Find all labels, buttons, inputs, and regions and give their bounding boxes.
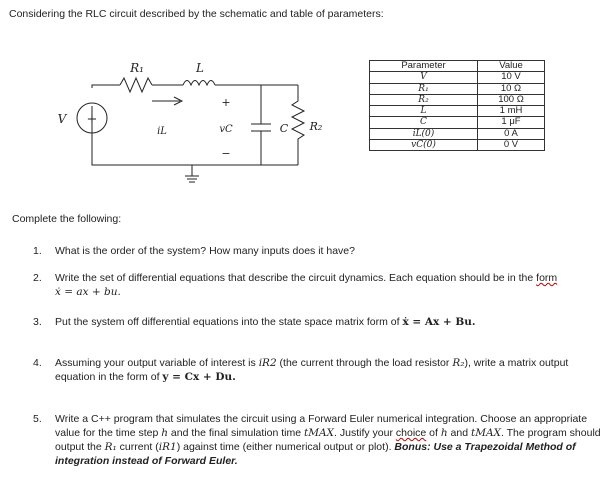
table-header-value: Value bbox=[478, 61, 545, 72]
parameters-table bbox=[369, 60, 545, 151]
variable-tmax: tMAX bbox=[304, 427, 335, 439]
table-row bbox=[370, 83, 545, 94]
question-number: 3. bbox=[33, 316, 42, 328]
source-plus-sign: + bbox=[86, 112, 98, 127]
wire-bottom bbox=[92, 106, 298, 165]
table-row bbox=[370, 140, 545, 151]
table-row bbox=[370, 72, 545, 83]
question-number: 5. bbox=[33, 413, 42, 425]
variable-r2: R₂ bbox=[452, 357, 465, 369]
text-segment: ) against time (either numerical output or plot). bbox=[176, 441, 395, 453]
question-2 bbox=[33, 271, 605, 299]
spellcheck-word: choice bbox=[395, 427, 427, 439]
text-segment: Write a C++ program that simulates the circuit using a Forward Euler numerical integration. Choose an appropriate value for the time step bbox=[55, 413, 588, 439]
variable-h: h bbox=[440, 427, 448, 439]
param-cell: R₂ bbox=[370, 94, 478, 105]
question-5 bbox=[33, 412, 605, 468]
variable-r1: R₁ bbox=[104, 441, 117, 453]
label-c: C bbox=[279, 122, 289, 135]
label-vc: vC bbox=[219, 124, 233, 135]
label-v: V bbox=[57, 112, 67, 126]
variable-ir1: iR1 bbox=[158, 441, 177, 453]
text-segment: (the current through the load resistor bbox=[276, 357, 453, 369]
ground-icon bbox=[185, 176, 199, 182]
text-segment: Assuming your output variable of interest is bbox=[55, 357, 259, 369]
table-row bbox=[370, 106, 545, 117]
value-cell: 10 Ω bbox=[478, 83, 545, 94]
param-cell: L bbox=[370, 106, 478, 117]
inductor-l bbox=[183, 81, 215, 86]
text-segment: . The program should output the bbox=[55, 427, 601, 453]
label-vc-plus: + bbox=[221, 96, 231, 109]
question-text bbox=[55, 315, 605, 329]
question-number: 1. bbox=[33, 245, 42, 257]
bonus-text: Bonus: Use a Trapezoidal Method of integration instead of Forward Euler. bbox=[55, 441, 576, 467]
wire-top-left bbox=[92, 85, 120, 88]
question-text bbox=[55, 412, 605, 468]
intro-text: Considering the RLC circuit described by the schematic and table of parameters: bbox=[9, 8, 384, 20]
question-text bbox=[55, 356, 605, 384]
variable-tmax: tMAX bbox=[470, 427, 501, 439]
value-cell: 10 V bbox=[478, 72, 545, 83]
table-header-row bbox=[370, 61, 545, 72]
value-cell: 0 A bbox=[478, 128, 545, 139]
param-cell: iL(0) bbox=[370, 128, 478, 139]
text-segment: ), write a matrix output bbox=[464, 357, 569, 369]
variable-h: h bbox=[161, 427, 168, 439]
param-cell: C bbox=[370, 117, 478, 128]
circuit-schematic bbox=[0, 0, 360, 200]
table-row bbox=[370, 94, 545, 105]
text-segment: and the final simulation time bbox=[168, 427, 304, 439]
value-cell: 1 mH bbox=[478, 106, 545, 117]
value-cell: 0 V bbox=[478, 140, 545, 151]
text-segment: Write the set of differential equations that describe the circuit dynamics. Each equation should be in the bbox=[55, 272, 537, 284]
question-4 bbox=[33, 356, 605, 384]
text-segment: equation in the form of bbox=[55, 371, 163, 383]
value-cell: 1 μF bbox=[478, 117, 545, 128]
question-text: What is the order of the system? How many inputs does it have? bbox=[55, 245, 355, 257]
text-segment: Put the system off differential equations into the state space matrix form of bbox=[55, 316, 403, 328]
question-3 bbox=[33, 315, 605, 329]
label-l: L bbox=[196, 61, 204, 75]
label-r2: R₂ bbox=[309, 120, 323, 133]
question-number: 4. bbox=[33, 357, 42, 369]
question-number: 2. bbox=[33, 272, 42, 284]
text-segment: of bbox=[426, 427, 441, 439]
resistor-r1 bbox=[120, 78, 152, 92]
complete-heading: Complete the following: bbox=[12, 213, 122, 225]
spellcheck-word: form bbox=[536, 272, 558, 284]
table-row bbox=[370, 117, 545, 128]
equation: y = Cx + Du. bbox=[162, 371, 236, 383]
text-segment: and bbox=[447, 427, 471, 439]
text-segment: . Justify your bbox=[334, 427, 396, 439]
param-cell: R₁ bbox=[370, 83, 478, 94]
resistor-r2 bbox=[292, 85, 304, 165]
equation: ẋ = Ax + Bu. bbox=[402, 316, 476, 328]
param-cell: V bbox=[370, 72, 478, 83]
table-row bbox=[370, 128, 545, 139]
question-text bbox=[55, 271, 605, 299]
value-cell: 100 Ω bbox=[478, 94, 545, 105]
label-vc-minus: − bbox=[221, 147, 231, 160]
label-il: iL bbox=[157, 126, 167, 137]
variable-ir2: iR2 bbox=[258, 357, 277, 369]
table-header-parameter: Parameter bbox=[370, 61, 478, 72]
question-1 bbox=[33, 244, 605, 258]
equation: ẋ = ax + bu. bbox=[55, 286, 121, 298]
param-cell: vC(0) bbox=[370, 140, 478, 151]
label-r1: R₁ bbox=[130, 61, 144, 75]
text-segment: current ( bbox=[116, 441, 159, 453]
